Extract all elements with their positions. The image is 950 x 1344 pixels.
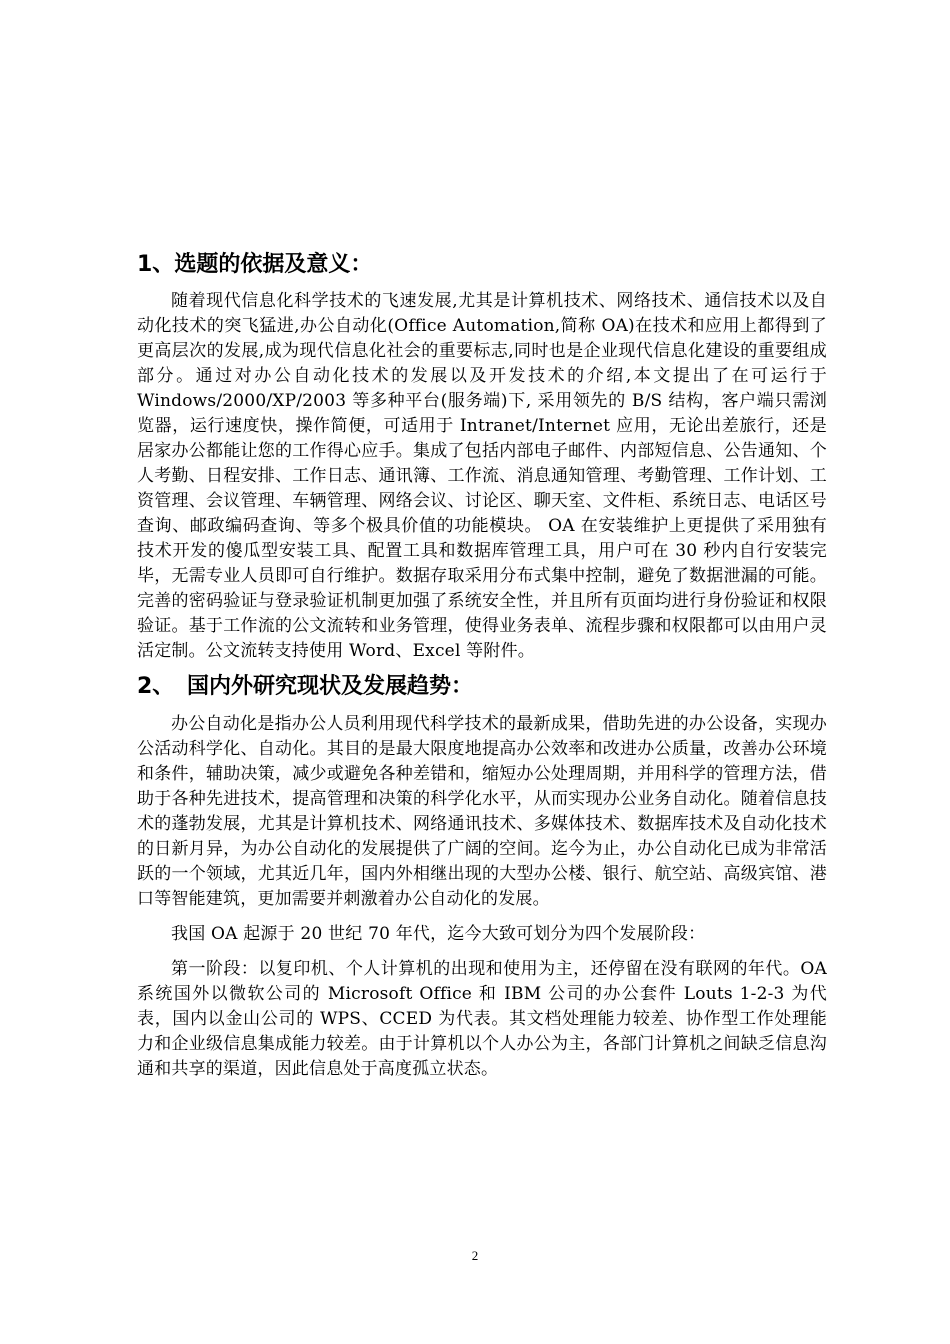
section-title: 选题的依据及意义：: [174, 252, 373, 277]
section-number: 1、: [137, 252, 175, 277]
section-2-paragraph: 我国 OA 起源于 20 世纪 70 年代，迄今大致可划分为四个发展阶段：: [171, 924, 706, 944]
section-heading-1: [137, 250, 827, 280]
page-number: 2: [471, 1248, 479, 1263]
section-2-paragraph: 第一阶段：以复印机、个人计算机的出现和使用为主，还停留在没有联网的年代。OA 系统国外以微软公司的 Microsoft Office 和 IBM 公司的办公套件 Louts 1-2-3 为代表，国内以金山公司的 WPS、CCED 为代表。其文档处理能力较差、协作型工作处理能力和企业级信息集成能力较差。由于计算机以个人办公为主，各部门计算机之间缺乏信息沟通和共享的渠道，因此信息处于高度孤立状态。: [137, 959, 827, 1079]
section-heading-2: [137, 672, 827, 702]
section-number: 2、: [137, 674, 175, 699]
section-title: 国内外研究现状及发展趋势：: [187, 674, 474, 699]
section-2-paragraph: 办公自动化是指办公人员利用现代科学技术的最新成果，借助先进的办公设备，实现办公活动科学化、自动化。其目的是最大限度地提高办公效率和改进办公质量，改善办公环境和条件，辅助决策，减少或避免各种差错和，缩短办公处理周期，并用科学的管理方法，借助于各种先进技术，提高管理和决策的科学化水平，从而实现办公业务自动化。随着信息技术的蓬勃发展，尤其是计算机技术、网络通讯技术、多媒体技术、数据库技术及自动化技术的日新月异，为办公自动化的发展提供了广阔的空间。迄今为止，办公自动化已成为非常活跃的一个领域，尤其近几年，国内外相继出现的大型办公楼、银行、航空站、高级宾馆、港口等智能建筑，更加需要并刺激着办公自动化的发展。: [137, 714, 827, 909]
page-body: [137, 250, 827, 1082]
section-1-paragraph: 随着现代信息化科学技术的飞速发展,尤其是计算机技术、网络技术、通信技术以及自动化技术的突飞猛进,办公自动化(Office Automation,简称 OA)在技术和应用上都得到了更高层次的发展,成为现代信息化社会的重要标志,同时也是企业现代信息化建设的重要组成部分。通过对办公自动化技术的发展以及开发技术的介绍,本文提出了在可运行于 Windows/2000/XP/2003 等多种平台(服务端)下, 采用领先的 B/S 结构，客户端只需浏览器，运行速度快，操作简便，可适用于 Intranet/Internet 应用，无论出差旅行，还是居家办公都能让您的工作得心应手。集成了包括内部电子邮件、内部短信息、公告通知、个人考勤、日程安排、工作日志、通讯簿、工作流、消息通知管理、考勤管理、工作计划、工资管理、会议管理、车辆管理、网络会议、讨论区、聊天室、文件柜、系统日志、电话区号查询、邮政编码查询、等多个极具价值的功能模块。 OA 在安装维护上更提供了采用独有技术开发的傻瓜型安装工具、配置工具和数据库管理工具，用户可在 30 秒内自行安装完毕，无需专业人员即可自行维护。数据存取采用分布式集中控制，避免了数据泄漏的可能。完善的密码验证与登录验证机制更加强了系统安全性，并且所有页面均进行身份验证和权限验证。基于工作流的公文流转和业务管理，使得业务表单、流程步骤和权限都可以由用户灵活定制。公文流转支持使用 Word、Excel 等附件。: [137, 291, 827, 661]
